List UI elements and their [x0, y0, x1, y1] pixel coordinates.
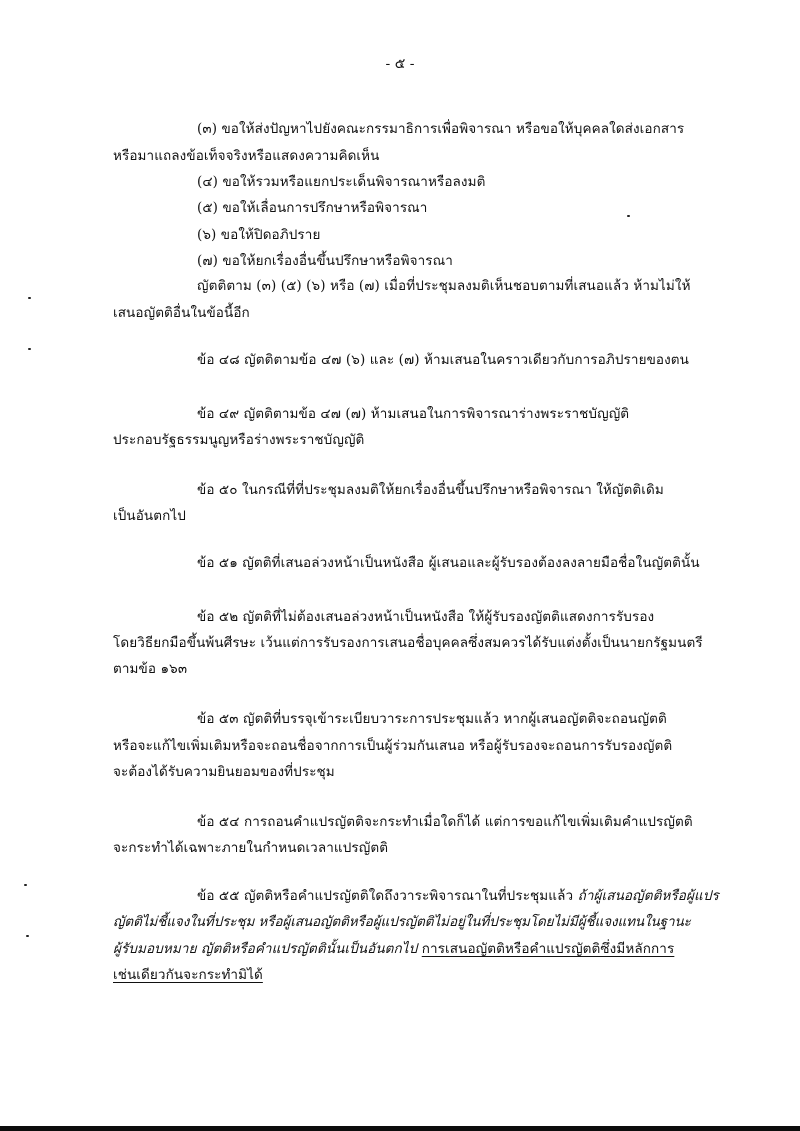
section-54-line-2: จะกระทำได้เฉพาะภายในกำหนดเวลาแปรญัตติ [113, 840, 389, 856]
scan-bottom-edge [0, 1126, 800, 1131]
section-55-line-1-plain: ข้อ ๕๕ ญัตติหรือคำแปรญัตติใดถึงวาระพิจารณาในที่ประชุมแล้ว [197, 888, 578, 904]
item-7: (๗) ขอให้ยกเรื่องอื่นขึ้นปรึกษาหรือพิจารณา [197, 253, 453, 269]
section-55-line-3 [113, 939, 674, 959]
section-55-line-4 [113, 965, 263, 985]
section-55-line-1 [197, 886, 719, 906]
scan-speck [28, 297, 31, 299]
section-51-line-1: ข้อ ๕๑ ญัตติที่เสนอล่วงหน้าเป็นหนังสือ ผู้เสนอและผู้รับรองต้องลงลายมือชื่อในญัตตินั้น [197, 555, 700, 571]
item-3-line-2: หรือมาแถลงข้อเท็จจริงหรือแสดงความคิดเห็น [113, 148, 380, 164]
scan-speck [26, 935, 29, 937]
section-52-line-1: ข้อ ๕๒ ญัตติที่ไม่ต้องเสนอล่วงหน้าเป็นหนังสือ ให้ผู้รับรองญัตติแสดงการรับรอง [197, 609, 655, 625]
section-55-line-2: ญัตติไม่ชี้แจงในที่ประชุม หรือผู้เสนอญัตติหรือผู้แปรญัตติไม่อยู่ในที่ประชุมโดยไม่มีผู้ชี้แจงแทนในฐานะ [113, 914, 691, 930]
section-52-line-3: ตามข้อ ๑๖๓ [113, 661, 188, 677]
section-55-line-4-underlined: เช่นเดียวกันจะกระทำมิได้ [113, 967, 263, 983]
section-55-line-3-underlined: การเสนอญัตติหรือคำแปรญัตติซึ่งมีหลักการ [421, 941, 675, 957]
section-49-line-1: ข้อ ๔๙ ญัตติตามข้อ ๔๗ (๗) ห้ามเสนอในการพิจารณาร่างพระราชบัญญัติ [197, 406, 630, 422]
section-52-line-2: โดยวิธียกมือขึ้นพ้นศีรษะ เว้นแต่การรับรองการเสนอชื่อบุคคลซึ่งสมควรได้รับแต่งตั้งเป็นนายกรัฐมนตรี [113, 635, 703, 651]
scan-speck [28, 348, 31, 350]
scan-speck [24, 884, 27, 886]
section-50-line-1: ข้อ ๕๐ ในกรณีที่ที่ประชุมลงมติให้ยกเรื่องอื่นขึ้นปรึกษาหรือพิจารณา ให้ญัตติเดิม [197, 482, 664, 498]
section-48-line-1: ข้อ ๔๘ ญัตติตามข้อ ๔๗ (๖) และ (๗) ห้ามเสนอในคราวเดียวกับการอภิปรายของตน [197, 352, 690, 368]
section-50-line-2: เป็นอันตกไป [113, 508, 186, 524]
section-54-line-1: ข้อ ๕๔ การถอนคำแปรญัตติจะกระทำเมื่อใดก็ได้ แต่การขอแก้ไขเพิ่มเติมคำแปรญัตติ [197, 814, 693, 830]
item-4: (๔) ขอให้รวมหรือแยกประเด็นพิจารณาหรือลงมติ [197, 174, 486, 190]
section-53-line-2: หรือจะแก้ไขเพิ่มเติมหรือจะถอนชื่อจากการเป็นผู้ร่วมกันเสนอ หรือผู้รับรองจะถอนการรับรองญัตติ [113, 738, 673, 754]
section-53-line-1: ข้อ ๕๓ ญัตติที่บรรจุเข้าระเบียบวาระการประชุมแล้ว หากผู้เสนอญัตติจะถอนญัตติ [197, 711, 667, 727]
item-5: (๕) ขอให้เลื่อนการปรึกษาหรือพิจารณา [197, 200, 428, 216]
item-6: (๖) ขอให้ปิดอภิปราย [197, 227, 321, 243]
section-55-line-3-italic: ผู้รับมอบหมาย ญัตติหรือคำแปรญัตตินั้นเป็นอันตกไป [113, 941, 422, 957]
closing-line-1: ญัตติตาม (๓) (๕) (๖) หรือ (๗) เมื่อที่ประชุมลงมติเห็นชอบตามที่เสนอแล้ว ห้ามไม่ให้ [197, 278, 691, 294]
page-number: - ๕ - [385, 56, 415, 72]
section-55-line-1-italic: ถ้าผู้เสนอญัตติหรือผู้แปร [577, 888, 719, 904]
scan-speck [627, 215, 630, 217]
section-49-line-2: ประกอบรัฐธรรมนูญหรือร่างพระราชบัญญัติ [113, 432, 365, 448]
item-3-line-1: (๓) ขอให้ส่งปัญหาไปยังคณะกรรมาธิการเพื่อพิจารณา หรือขอให้บุคคลใดส่งเอกสาร [197, 121, 685, 137]
closing-line-2: เสนอญัตติอื่นในข้อนี้อีก [113, 305, 250, 321]
section-53-line-3: จะต้องได้รับความยินยอมของที่ประชุม [113, 764, 335, 780]
